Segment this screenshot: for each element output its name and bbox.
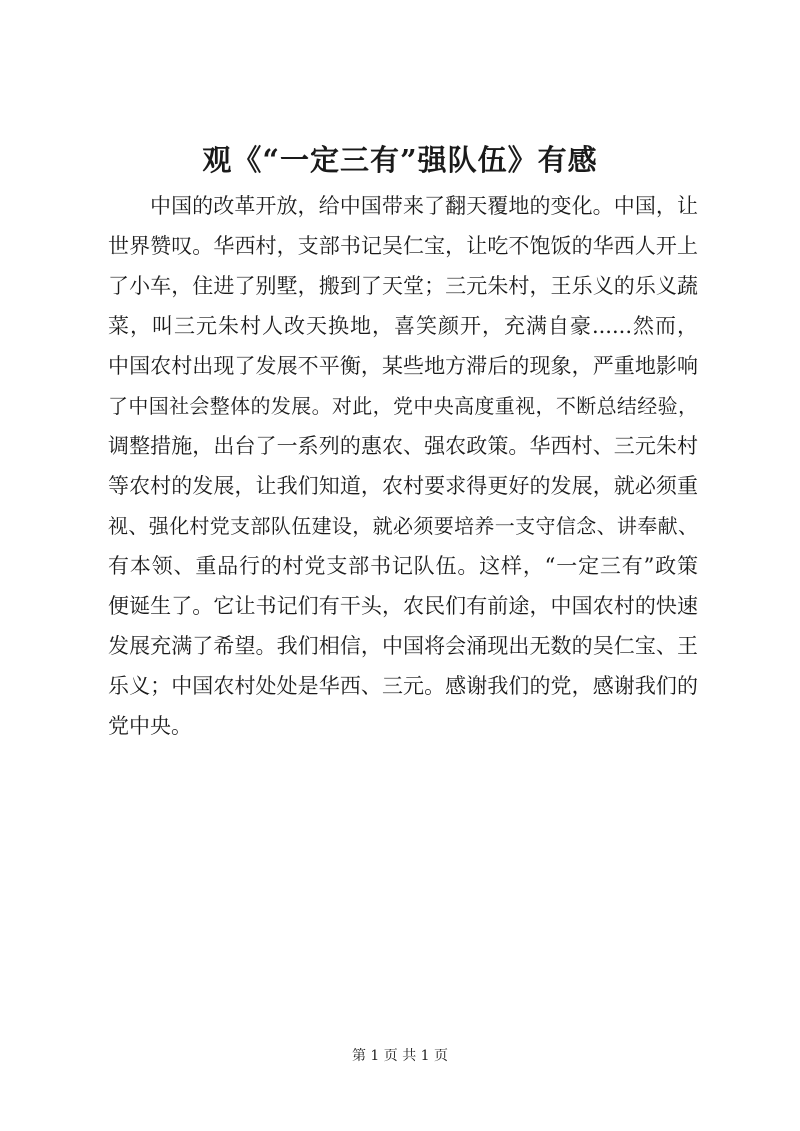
page-footer: 第 1 页 共 1 页 <box>351 1048 449 1064</box>
paragraph-line: 有本领、重品行的村党支部书记队伍。这样，“一定三有”政策 <box>108 554 698 578</box>
paragraph-line: 世界赞叹。华西村，支部书记吴仁宝，让吃不饱饭的华西人开上 <box>108 234 698 258</box>
paragraph-line: 调整措施，出台了一系列的惠农、强农政策。华西村、三元朱村 <box>108 434 698 458</box>
paragraph-line: 中国的改革开放，给中国带来了翻天覆地的变化。中国，让 <box>150 194 698 218</box>
paragraph-line: 菜，叫三元朱村人改天换地，喜笑颜开，充满自豪......然而， <box>108 314 698 338</box>
paragraph-line: 中国农村出现了发展不平衡，某些地方滞后的现象，严重地影响 <box>108 354 698 378</box>
paragraph-line: 了小车，住进了别墅，搬到了天堂；三元朱村，王乐义的乐义蔬 <box>108 274 698 298</box>
document-title: 观《“一定三有”强队伍》有感 <box>202 143 598 177</box>
paragraph-line: 发展充满了希望。我们相信，中国将会涌现出无数的吴仁宝、王 <box>108 634 698 658</box>
paragraph-line: 党中央。 <box>108 714 192 738</box>
document-body <box>108 186 698 746</box>
paragraph-line: 便诞生了。它让书记们有干头，农民们有前途，中国农村的快速 <box>108 594 698 618</box>
paragraph-line: 等农村的发展，让我们知道，农村要求得更好的发展，就必须重 <box>108 474 698 498</box>
paragraph-line: 了中国社会整体的发展。对此，党中央高度重视，不断总结经验， <box>108 394 698 418</box>
paragraph-line: 视、强化村党支部队伍建设，就必须要培养一支守信念、讲奉献、 <box>108 514 698 538</box>
paragraph-line: 乐义；中国农村处处是华西、三元。感谢我们的党，感谢我们的 <box>108 674 698 698</box>
